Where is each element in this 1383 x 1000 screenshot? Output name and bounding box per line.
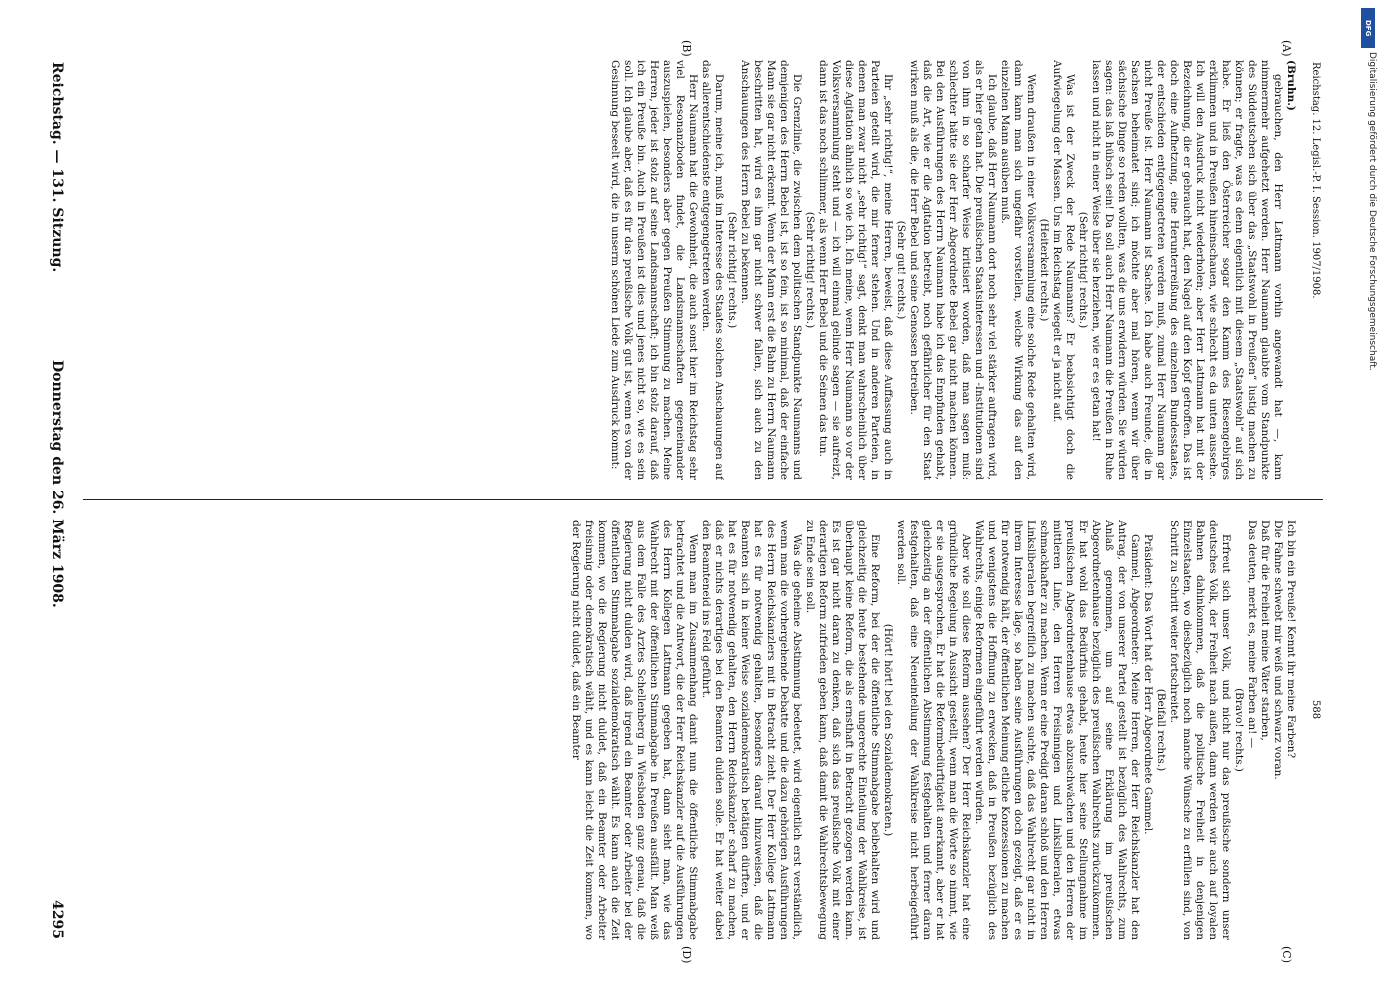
left-text-column <box>92 60 1297 480</box>
column-divider <box>83 499 1323 500</box>
right-column-paragraph: Präsident: Das Wort hat der Herr Abgeordnete Gammel. <box>1142 534 1154 835</box>
right-column-paragraph: Gammel, Abgeordneter: Meine Herren, der Herr Reichskanzler hat den Antrag, der von unserer Partei gestellt ist bezüglich des Wahlrechts, zum Anlaß genommen, um auf seine Erklärung im preußischen Abgeordnetenhause bezüglich des preußischen Wahlrechts zurückzukommen. Er hat wohl das Bedürfnis gehabt, heute hier seine Stellungnahme im preußischen Abgeordnetenhause etwas abzuschwächen und den Herren der mittleren Linie, den Herren Freisinnigen und Linksliberalen, etwas schmackhafter zu machen. Wenn er eine Predigt daran schloß und den Herren Linksliberalen begreiflich zu machen suchte, daß das Wahlrecht gar nicht in ihrem Interesse läge, so haben seine Ausführungen doch gezeigt, daß er es für notwendig hält, der öffentlichen Meinung etliche Konzessionen zu machen und wenigstens die Hoffnung zu erwecken, daß in Preußen bezüglich des Wahlrechts, einige Reformen eingeführt werden würden. <box>973 520 1141 940</box>
right-column-paragraph: Daß für die Freiheit meine Väter starben, <box>1259 520 1271 741</box>
page-number: 4295 <box>49 900 65 939</box>
left-column-paragraph: Ich glaube, daß Herr Naumann dort noch sehr viel stärker auftragen wird, als er hier getan hat. Die preußischen Staatsinteressen und -Institutionen sind von ihm in so scharfer Weise kritisiert worden, daß man sagen muß: schlechter hätte sie der Herr Abgeordnete Bebel gar nicht machen können. Bei den Ausführungen des Herrn Naumann habe ich das Empfinden gehabt, daß die Art, wie er die Agitation betreibt, noch gefährlicher für den Staat wirken muß als die, die Herr Bebel und seine Genossen betreiben. <box>908 60 998 480</box>
right-column-paragraph: Wenn man im Zusammenhang damit nun die öffentliche Stimmabgabe betrachtet und die Antwort, die der Herr Reichskanzler auf die Ausführungen des Herrn Kollegen Lattmann gegeben hat, dann sieht man, wie das Wahlrecht mit der öffentlichen Stimmabgabe in Preußen ausfällt. Man weiß aus dem Falle des Arztes Schellenberg in Wiesbaden ganz genau, daß die Regierung nicht dulden wird, daß irgend ein Beamter oder Arbeiter bei der öffentlichen Stimmabgabe sozialdemokratisch wählt. Es kann auch die Zeit kommen, wo die Regierung nicht duldet, daß ein Beamter oder Arbeiter freisinnig oder demokratisch wählt, und es kann leicht die Zeit kommen, wo der Regierung nicht duldet, daß ein Beamter <box>570 520 699 940</box>
margin-marker-b: (B) <box>680 40 693 57</box>
left-column-paragraph: Die Grenzlinie, die zwischen dem politischen Standpunkte Naumanns und demjenigen des Herrn Bebel ist, ist so fein, ist so minimal, daß der einfache Mann sie gar nicht erkennt. Wenn der Mann erst die Bahn zu Herrn Naumann beschritten hat, wird es ihm gar nicht schwer fallen, sich auch zu den Anschauungen des Herrn Bebel zu bekennen. <box>739 60 803 480</box>
left-column-paragraph: Herr Naumann hat die Gewohnheit, die auch sonst hier im Reichstag sehr viel Resonanzboden findet, die Landsmannschaften gegeneinander auszuspielen, besonders aber gegen Preußen Stimmung zu machen. Meine Herren, jeder ist stolz auf seine Landsmannschaft; ich bin stolz darauf, daß ich ein Preuße bin. Auch in Preußen ist dies und jenes nicht so, wie es sein soll. Ich glaube aber, daß es für das preußische Volk gut ist, wenn es von der Gesinnung beseelt wird, die in unserm schönen Liede zum Ausdruck kommt: <box>609 60 699 480</box>
right-column-paragraph: Aber wie soll diese Reform aussehen? Der Herr Reichskanzler hat eine gründliche Regelung in Aussicht gestellt, wenn man die Worte so nimmt, wie er sie ausgesprochen. Er hat die Reformbedürftigkeit anerkannt, aber er hat gleichzeitig an der öffentlichen Abstimmung festgehalten und ferner daran festgehalten, daß eine Neueinteilung der Wahlkreise nicht herbeigeführt werden soll. <box>895 520 972 940</box>
digitization-sidebar <box>1357 0 1383 1000</box>
left-column-paragraph: Darum, meine ich, muß im Interesse des Staates solchen Anschauungen auf das allerentschiedenste entgegengetreten werden. <box>700 60 725 480</box>
right-column-paragraph: Die Fahne schwebt mir weiß und schwarz voran. <box>1272 520 1284 780</box>
margin-marker-d: (D) <box>680 946 693 964</box>
right-column-paragraph: Das deuten, merkt es, meine Farben an! — <box>1246 520 1258 749</box>
right-column-paragraph: (Beifall rechts.) <box>1155 688 1167 772</box>
dfg-logo: DFG <box>1361 8 1375 48</box>
left-column-paragraph: (Heiterkeit rechts.) <box>1038 218 1050 322</box>
left-column-paragraph: Wenn draußen in einer Volksversammlung eine solche Rede gehalten wird, dann kann man sich ungefähr vorstellen, welche Wirkung das auf den einzelnen Mann ausüben muß. <box>999 60 1037 480</box>
margin-marker-c: (C) <box>1280 946 1293 963</box>
right-column-paragraph: Ich bin ein Preuße! Kennt ihr meine Farben? <box>1285 520 1297 759</box>
right-column-paragraph: (Bravo! rechts.) <box>1233 688 1245 772</box>
left-column-paragraph: Was ist der Zweck der Rede Naumanns? Er beabsichtigt doch die Aufwiegelung der Massen. Uns im Reichstag wiegelt er ja nicht auf. <box>1051 60 1076 480</box>
left-column-paragraph: (Sehr richtig! rechts.) <box>726 211 738 329</box>
left-column-paragraph: (Sehr richtig! rechts.) <box>804 211 816 329</box>
right-column-paragraph: Erfreut sich unser Volk, und nicht nur das preußische sondern unser deutsches Volk, der Freiheit nach außen, dann werden wir auch auf loyalen Bahnen dahinkommen, daß die politische Freiheit in denjenigen Einzelstaaten, wo diesbezüglich noch manche Wünsche zu erfüllen sind, von Schritt zu Schritt weiter fortschreitet. <box>1168 520 1232 940</box>
right-column-paragraph: (Hört! hört! bei den Sozialdemokraten.) <box>882 623 894 837</box>
footer-session-info: Reichstag. 12. Legisl.-P. I. Session. 1907/1908. <box>1310 62 1321 299</box>
digitization-credit: Digitalisierung gefördert durch die Deutsche Forschungsgemeinschaft. <box>1367 52 1377 371</box>
running-header-session: Reichstag. — 131. Sitzung. <box>49 62 65 273</box>
right-text-column <box>92 520 1297 940</box>
right-column-paragraph: Was die geheime Abstimmung bedeutet, wird eigentlich erst verständlich, wenn man die vorhergehende Debatte und die dazu gehörigen Ausführungen des Herrn Reichskanzlers mit in Betracht zieht. Der Herr Kollege Lattmann hat es für notwendig gehalten, besonders darauf hinzuweisen, daß die Beamten sich in keiner Weise sozialdemokratisch betätigen dürften, und er hat es für notwendig gehalten, den Herrn Reichskanzler scharf zu machen, daß er nichts derartiges bei den Beamten dulden solle. Er hat weiter dabei den Beamteneid ins Feld geführt. <box>700 520 803 940</box>
footer-sheet-number: 588 <box>1310 700 1321 720</box>
running-header-date: Donnerstag den 26. März 1908. <box>49 360 65 608</box>
left-column-paragraph: (Bruhn.) <box>1285 60 1297 111</box>
left-column-paragraph: (Sehr gut! rechts.) <box>895 220 907 320</box>
left-column-paragraph: Ihr „sehr richtig!“, meine Herren, beweist, daß diese Auffassung auch in Parteien geteilt wird, die mir ferner stehen. Und in anderen Parteien, in denen man zwar nicht „sehr richtig!“ sagt, denkt man wahrscheinlich über diese Agitation ähnlich so wie ich. Ich meine, wenn Herr Naumann so vor der Volksversammlung steht und — ich will einmal gelinde sagen — sie aufreizt, dann ist das noch schlimmer, als wenn Herr Bebel und die Seinen das tun. <box>817 60 894 480</box>
left-column-paragraph: (Sehr richtig! rechts.) <box>1077 211 1089 329</box>
left-column-paragraph: gebrauchen, den Herr Lattmann vorhin angewandt hat —, kann nimmermehr aufgehetzt werden. Herr Naumann glaubte vom Standpunkte des Süddeutschen sich über das „Staatswohl in Preußen“ lustig machen zu können; er fragte, was es denn eigentlich mit diesem „Staatswohl“ auf sich habe. Er ließ den Österreicher sogar den Kamm des Riesengebirges erklimmen und in Preußen hineinschauen, wie schlecht es da unten aussehe. Ich will den Ausdruck nicht wiederholen; aber Herr Lattmann hat mit der Bezeichnung, die er gebraucht hat, den Nagel auf den Kopf getroffen. Das ist doch eine Aufhetzung, eine Herunterreißung des einzelnen Bundesstaates, der entschieden entgegengetreten werden muß, zumal Herr Naumann gar nicht Preuße ist. Herr Naumann ist Sachse. Ich habe auch Freunde, die in Sachsen beheimatet sind; ich möchte aber mal hören, wenn wir über sächsische Dinge so reden wollten, was die uns erwidern würden. Sie würden sagen: das laß hübsch sein! Da soll auch Herr Naumann die Preußen in Ruhe lassen und nicht in einer Weise über sie herziehen, wie er es getan hat! <box>1090 60 1284 480</box>
margin-marker-a: (A) <box>1280 40 1293 57</box>
right-column-paragraph: Eine Reform, bei der die öffentliche Stimmabgabe beibehalten wird und gleichzeitig die heute bestehende ungerechte Einteilung der Wahlkreise, ist überhaupt keine Reform, die als ernsthaft in Betracht gezogen werden kann. Es ist gar nicht daran zu denken, daß sich das preußische Volk mit einer derartigen Reform zufrieden geben kann, daß damit die Wahlrechtsbewegung zu Ende sein soll. <box>804 520 881 940</box>
